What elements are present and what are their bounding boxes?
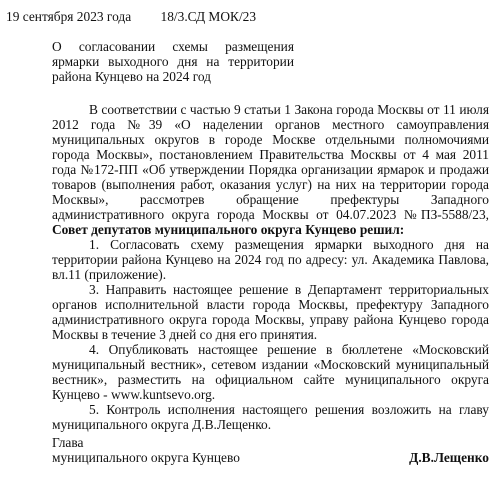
signature-block bbox=[52, 435, 489, 465]
signature-position: муниципального округа Кунцево bbox=[52, 450, 240, 465]
signature-title: Глава bbox=[52, 435, 84, 450]
signature-line bbox=[52, 450, 489, 465]
resolution-statement: Совет депутатов муниципального округа Кунцево решил: bbox=[52, 222, 405, 237]
document-date: 19 сентября 2023 года bbox=[6, 9, 132, 24]
document-subject: О согласовании схемы размещения ярмарки выходного дня на территории района Кунцево на 2024 год bbox=[52, 39, 294, 84]
document-header bbox=[6, 9, 256, 24]
decision-item-1: 1. Согласовать схему размещения ярмарки выходного дня на территории района Кунцево на 2024 год по адресу: ул. Академика Павлова, вл.11 (приложение). bbox=[52, 237, 489, 282]
decision-item-5: 5. Контроль исполнения настоящего решения возложить на главу муниципального округа Д.В.Лещенко. bbox=[52, 402, 489, 432]
signature-name: Д.В.Лещенко bbox=[409, 450, 489, 465]
preamble-text: В соответствии с частью 9 статьи 1 Закона города Москвы от 11 июля 2012 года №39 «О наделении органов местного самоуправления муниципальных округов в городе Москве отдельными полномочиями города Москвы», постановлением Правительства Москвы от 4 мая 2011 года №172-ПП «Об утверждении Порядка организации ярмарок и продажи товаров (выполнения работ, оказания услуг) на них на территории города Москвы», рассмотрев обращение префектуры Западного административного округа города Москвы от 04.07.2023 №ПЗ-5588/23, bbox=[52, 102, 489, 222]
preamble-paragraph bbox=[52, 102, 489, 237]
document-number: 18/3.СД МОК/23 bbox=[160, 9, 257, 24]
document-body bbox=[52, 102, 489, 432]
decision-item-4: 4. Опубликовать настоящее решение в бюллетене «Московский муниципальный вестник», сетевом издании «Московский муниципальный вестник», разместить на официальном сайте муниципального округа Кунцево - www.kuntsevo.org. bbox=[52, 342, 489, 402]
decision-item-3: 3. Направить настоящее решение в Департамент территориальных органов исполнительной власти города Москвы, префектуру Западного административного округа города Москвы, управу района Кунцево города Москвы в течение 3 дней со дня его принятия. bbox=[52, 282, 489, 342]
